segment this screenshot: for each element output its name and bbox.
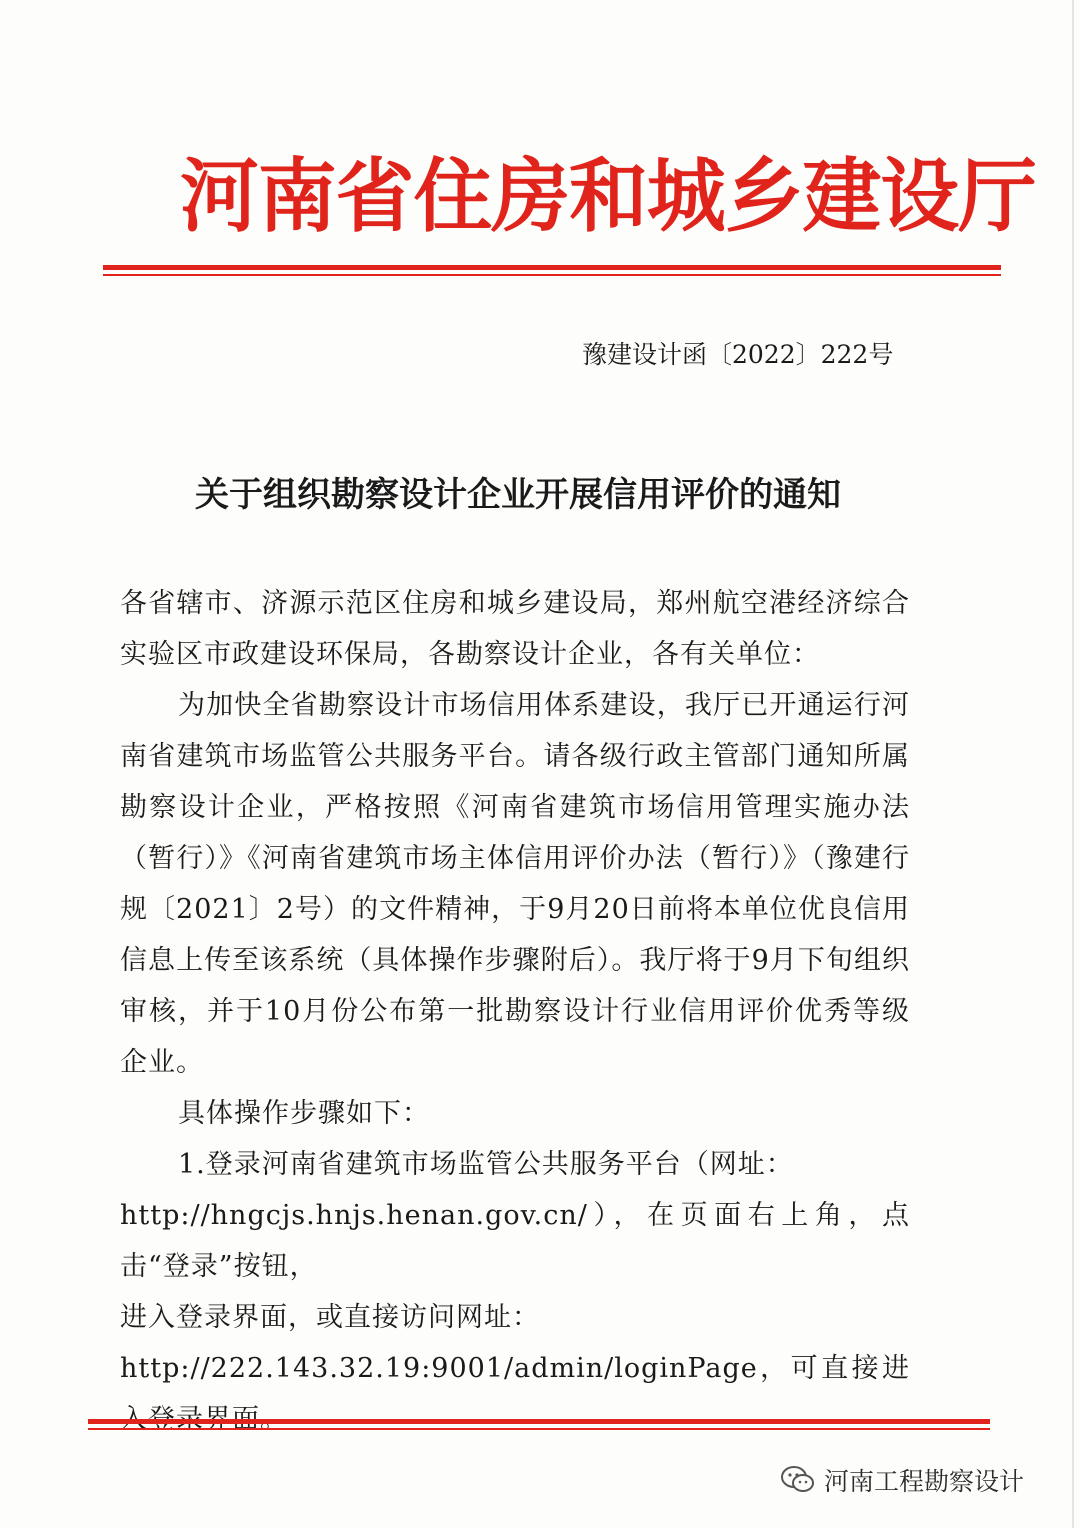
main-paragraph: 为加快全省勘察设计市场信用体系建设，我厅已开通运行河南省建筑市场监管公共服务平台。请各级行政主管部门通知所属勘察设计企业，严格按照《河南省建筑市场信用管理实施办法（暂行）》《河南省建筑市场主体信用评价办法（暂行）》（豫建行规〔2021〕2号）的文件精神，于9月20日前将本单位优良信用信息上传至该系统（具体操作步骤附后）。我厅将于9月下旬组织审核，并于10月份公布第一批勘察设计行业信用评价优秀等级企业。: [120, 690, 910, 1078]
wechat-icon: [780, 1465, 816, 1495]
step-1-line-1: 1.登录河南省建筑市场监管公共服务平台（网址：: [178, 1149, 794, 1180]
addressee-paragraph: 各省辖市、济源示范区住房和城乡建设局，郑州航空港经济综合实验区市政建设环保局，各勘察设计企业，各有关单位：: [120, 588, 910, 670]
footer-rule: [88, 1419, 990, 1430]
watermark-text: 河南工程勘察设计: [824, 1467, 1025, 1496]
rule-thin-line: [103, 274, 1001, 276]
steps-intro: 具体操作步骤如下：: [178, 1098, 430, 1129]
letterhead-rule: [103, 265, 1001, 276]
step-1-line-3: 进入登录界面，或直接访问网址：: [120, 1302, 540, 1333]
footer-rule-thin-line: [88, 1428, 990, 1430]
wechat-watermark: [780, 1460, 1024, 1500]
step-1-line-2: http://hngcjs.hnjs.henan.gov.cn/），在页面右上角，点击“登录”按钮，: [120, 1200, 910, 1282]
notice-body: [120, 578, 910, 1445]
page-edge: [1072, 0, 1074, 1528]
notice-title: 关于组织勘察设计企业开展信用评价的通知: [195, 475, 841, 515]
agency-letterhead: 河南省住房和城乡建设厅: [180, 150, 1036, 243]
step-1-line-4: http://222.143.32.19:9001/admin/loginPage，可直接进: [120, 1353, 910, 1384]
document-number: 豫建设计函〔2022〕222号: [582, 340, 894, 369]
